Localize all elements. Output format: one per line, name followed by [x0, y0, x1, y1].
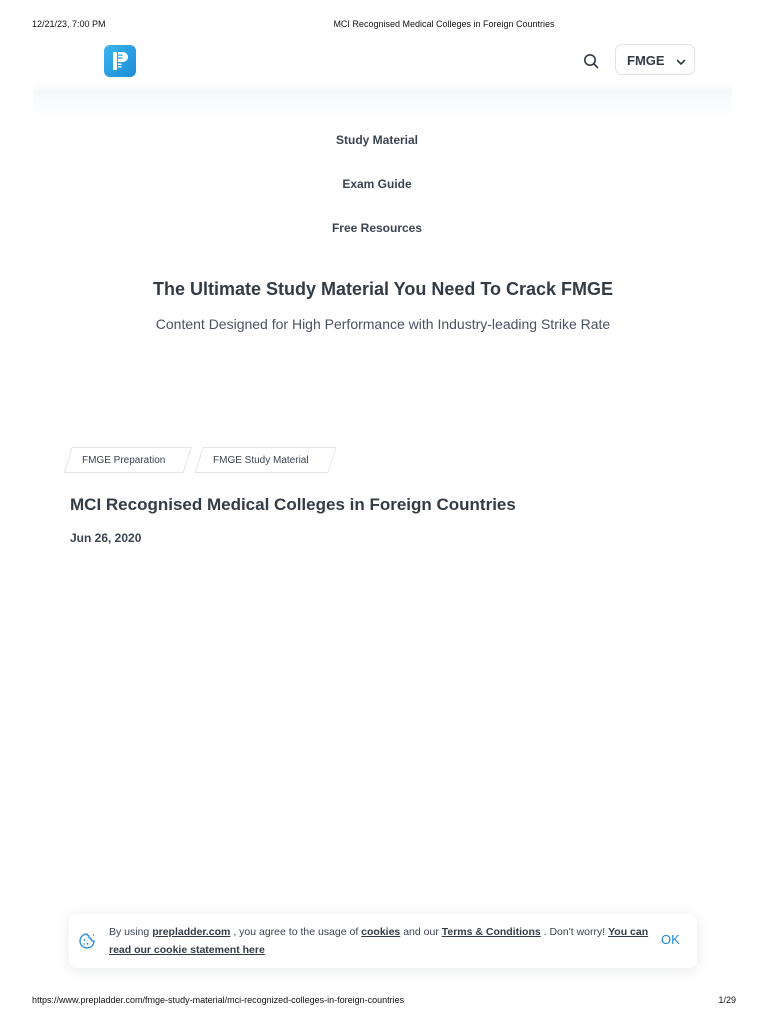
hero-subtitle: Content Designed for High Performance with Industry-leading Strike Rate	[155, 316, 611, 332]
cookie-icon	[78, 932, 96, 950]
cookie-message: By using prepladder.com , you agree to the usage of cookies and our Terms & Conditions . Don't worry! You can read our cookie statement here	[109, 926, 649, 956]
tag-fmge-study-material[interactable]	[195, 447, 337, 473]
exam-selector-dropdown[interactable]	[615, 44, 695, 75]
prepladder-logo-icon[interactable]	[104, 45, 136, 77]
hero-title: The Ultimate Study Material You Need To Crack FMGE	[152, 279, 614, 299]
cookie-banner	[69, 914, 697, 968]
chevron-down-icon	[675, 55, 687, 67]
tag-label: FMGE Study Material	[213, 455, 309, 466]
exam-selector-label: FMGE	[627, 53, 665, 68]
cookie-statement-link[interactable]: You can read our cookie statement here	[109, 926, 649, 956]
search-icon[interactable]	[582, 52, 600, 70]
print-datetime: 12/21/23, 7:00 PM	[32, 19, 106, 29]
nav-link-free-resources[interactable]: Free Resources	[331, 221, 423, 235]
article-date: Jun 26, 2020	[70, 531, 142, 545]
nav-link-study-material[interactable]: Study Material	[335, 133, 419, 147]
tag-label: FMGE Preparation	[82, 455, 166, 466]
cookies-link[interactable]: cookies	[361, 926, 401, 938]
article-title: MCI Recognised Medical Colleges in Foreign Countries	[70, 495, 516, 514]
print-page-number: 1/29	[718, 995, 736, 1005]
cookie-ok-button[interactable]: OK	[661, 932, 680, 947]
prepladder-link[interactable]: prepladder.com	[152, 926, 231, 938]
terms-conditions-link[interactable]: Terms & Conditions	[441, 926, 541, 938]
tag-fmge-preparation[interactable]	[64, 447, 192, 473]
print-page-title: MCI Recognised Medical Colleges in Foreign Countries	[333, 19, 555, 29]
nav-link-exam-guide[interactable]: Exam Guide	[342, 177, 412, 191]
print-url: https://www.prepladder.com/fmge-study-material/mci-recognized-colleges-in-foreign-countries	[32, 995, 405, 1005]
